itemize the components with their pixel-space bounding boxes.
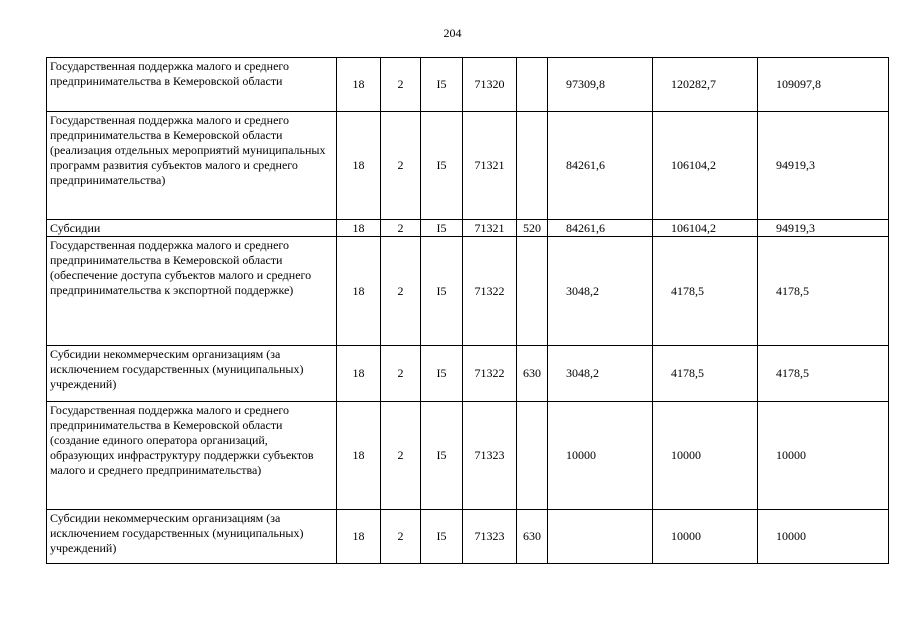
subsection-cell: 2 (381, 346, 421, 402)
amount-cell-3: 4178,5 (758, 237, 889, 346)
section-cell: 18 (337, 58, 381, 112)
amount-cell-1: 84261,6 (548, 220, 653, 237)
section-cell: 18 (337, 112, 381, 220)
expense-type-cell (517, 237, 548, 346)
target-article-cell: 71320 (463, 58, 517, 112)
table-row (47, 402, 889, 510)
program-cell: I5 (421, 58, 463, 112)
program-cell: I5 (421, 402, 463, 510)
row-name-cell: Государственная поддержка малого и среднего предпринимательства в Кемеровской области (реализация отдельных мероприятий муниципальных программ развития субъектов малого и среднего предпринимательства) (47, 112, 337, 220)
amount-cell-1: 97309,8 (548, 58, 653, 112)
program-cell: I5 (421, 346, 463, 402)
amount-cell-1: 10000 (548, 402, 653, 510)
row-name-cell: Субсидии (47, 220, 337, 237)
table-row (47, 220, 889, 237)
target-article-cell: 71322 (463, 237, 517, 346)
subsection-cell: 2 (381, 510, 421, 564)
section-cell: 18 (337, 510, 381, 564)
target-article-cell: 71323 (463, 510, 517, 564)
amount-cell-1: 84261,6 (548, 112, 653, 220)
section-cell: 18 (337, 237, 381, 346)
program-cell: I5 (421, 510, 463, 564)
expense-type-cell (517, 112, 548, 220)
page-number: 204 (443, 26, 462, 40)
table-row (47, 58, 889, 112)
table-row (47, 112, 889, 220)
amount-cell-2: 4178,5 (653, 237, 758, 346)
section-cell: 18 (337, 402, 381, 510)
amount-cell-2: 4178,5 (653, 346, 758, 402)
amount-cell-3: 10000 (758, 402, 889, 510)
row-name-cell: Субсидии некоммерческим организациям (за исключением государственных (муниципальных) учреждений) (47, 346, 337, 402)
target-article-cell: 71321 (463, 112, 517, 220)
amount-cell-3: 94919,3 (758, 220, 889, 237)
amount-cell-1: 3048,2 (548, 237, 653, 346)
expense-type-cell: 630 (517, 510, 548, 564)
amount-cell-3: 4178,5 (758, 346, 889, 402)
expense-type-cell (517, 402, 548, 510)
table-row (47, 510, 889, 564)
target-article-cell: 71321 (463, 220, 517, 237)
amount-cell-3: 94919,3 (758, 112, 889, 220)
amount-cell-2: 10000 (653, 402, 758, 510)
section-cell: 18 (337, 220, 381, 237)
budget-table (46, 57, 889, 564)
amount-cell-1 (548, 510, 653, 564)
program-cell: I5 (421, 112, 463, 220)
table-row (47, 237, 889, 346)
amount-cell-2: 106104,2 (653, 220, 758, 237)
amount-cell-3: 10000 (758, 510, 889, 564)
subsection-cell: 2 (381, 220, 421, 237)
program-cell: I5 (421, 220, 463, 237)
subsection-cell: 2 (381, 112, 421, 220)
subsection-cell: 2 (381, 402, 421, 510)
target-article-cell: 71323 (463, 402, 517, 510)
target-article-cell: 71322 (463, 346, 517, 402)
expense-type-cell: 630 (517, 346, 548, 402)
program-cell: I5 (421, 237, 463, 346)
row-name-cell: Государственная поддержка малого и среднего предпринимательства в Кемеровской области (создание единого оператора организаций, образующих инфраструктуру поддержки субъектов малого и среднего предпринимательства) (47, 402, 337, 510)
row-name-cell: Субсидии некоммерческим организациям (за исключением государственных (муниципальных) учреждений) (47, 510, 337, 564)
amount-cell-2: 10000 (653, 510, 758, 564)
row-name-cell: Государственная поддержка малого и среднего предпринимательства в Кемеровской области (обеспечение доступа субъектов малого и среднего предпринимательства к экспортной поддержке) (47, 237, 337, 346)
expense-type-cell: 520 (517, 220, 548, 237)
expense-type-cell (517, 58, 548, 112)
amount-cell-2: 106104,2 (653, 112, 758, 220)
section-cell: 18 (337, 346, 381, 402)
subsection-cell: 2 (381, 237, 421, 346)
row-name-cell: Государственная поддержка малого и среднего предпринимательства в Кемеровской области (47, 58, 337, 112)
table-row (47, 346, 889, 402)
amount-cell-1: 3048,2 (548, 346, 653, 402)
subsection-cell: 2 (381, 58, 421, 112)
amount-cell-3: 109097,8 (758, 58, 889, 112)
amount-cell-2: 120282,7 (653, 58, 758, 112)
